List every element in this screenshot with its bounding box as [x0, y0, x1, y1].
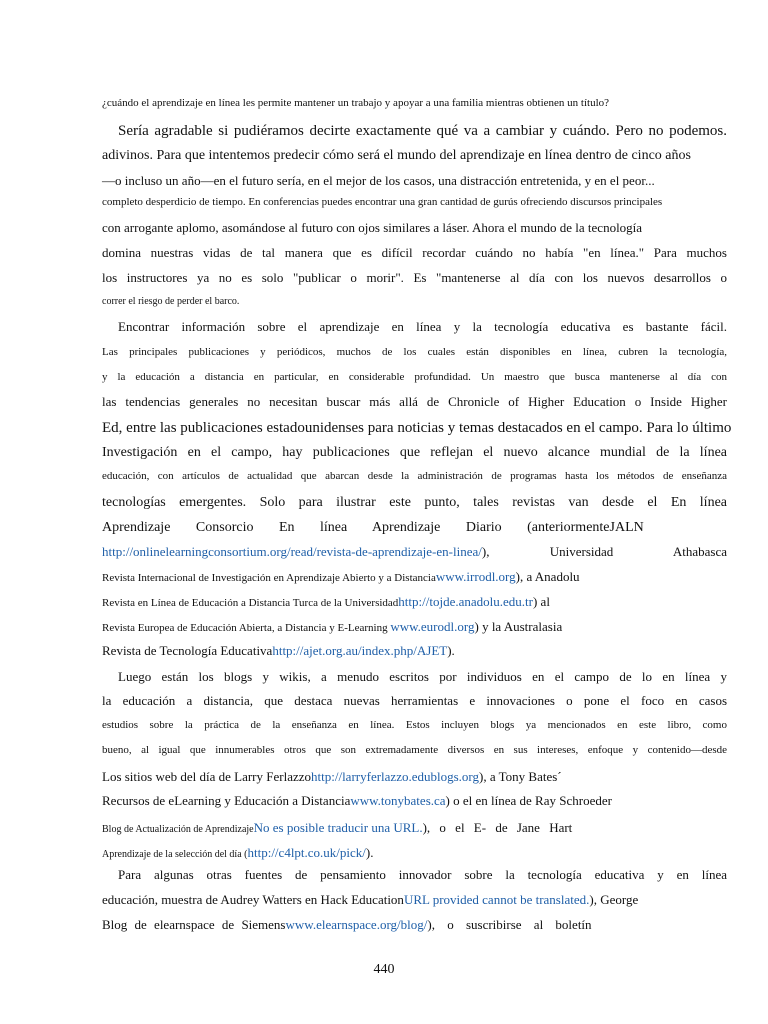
paragraph-start: Para algunas otras fuentes de pensamiento innovador sobre la tecnología educativa y en línea: [118, 867, 727, 882]
text-line: y la educación a distancia en particular, en considerable profundidad. Un maestro que busca mantenerse al día con: [102, 371, 727, 383]
text-line: Revista Europea de Educación Abierta, a Distancia y E-Learning www.eurodl.org) y la Australasia: [102, 619, 563, 634]
text-line: —o incluso un año—en el futuro sería, en el mejor de los casos, una distracción entretenida, y en el peor...: [102, 173, 655, 188]
page-number: 440: [373, 962, 395, 977]
link[interactable]: www.elearnspace.org/blog/: [285, 917, 428, 932]
link[interactable]: http://ajet.org.au/index.php/AJET: [272, 643, 448, 658]
link[interactable]: www.tonybates.ca: [350, 793, 446, 808]
text-line: Los sitios web del día de Larry Ferlazzohttp://larryferlazzo.edublogs.org), a Tony Bates´: [102, 769, 562, 784]
link[interactable]: http://c4lpt.co.uk/pick/: [247, 845, 366, 860]
link[interactable]: www.irrodl.org: [435, 569, 516, 584]
link[interactable]: No es posible traducir una URL.: [253, 820, 423, 835]
text-line: Revista en Línea de Educación a Distancia Turca de la Universidadhttp://tojde.anadolu.edu.tr) al: [102, 594, 550, 609]
text-line: Blog de Actualización de AprendizajeNo es posible traducir una URL.), o el E- de Jane Hart: [102, 820, 573, 835]
text-line: correr el riesgo de perder el barco.: [102, 296, 240, 307]
text-line: Recursos de eLearning y Educación a Distanciawww.tonybates.ca) o el en línea de Ray Schroeder: [102, 793, 612, 808]
link[interactable]: http://onlinelearningconsortium.org/read/revista-de-aprendizaje-en-linea/: [102, 544, 482, 559]
text-line: Investigación en el campo, hay publicaciones que reflejan el nuevo alcance mundial de la línea: [102, 445, 727, 460]
text-line: estudios sobre la práctica de la enseñanza en línea. Estos incluyen blogs ya mencionados en este libro, como: [102, 719, 727, 731]
text-line: la educación a distancia, que destaca nuevas herramientas e innovaciones o pone el foco en casos: [102, 693, 727, 708]
text-line: educación, muestra de Audrey Watters en Hack EducationURL provided cannot be translated.), George: [102, 892, 639, 907]
text-line: domina nuestras vidas de tal manera que es difícil recordar cuándo no había "en línea." Para muchos: [102, 245, 727, 260]
text-line: Aprendizaje Consorcio En línea Aprendizaje Diario (anteriormenteJALN: [102, 520, 644, 535]
text-line: Ed, entre las publicaciones estadounidenses para noticias y temas destacados en el campo. Para lo último: [102, 420, 732, 436]
text-line: educación, con artículos de actualidad que abarcan desde la administración de programas hasta los métodos de enseñanza: [102, 470, 727, 482]
paragraph-start: Sería agradable si pudiéramos decirte exactamente qué va a cambiar y cuándo. Pero no podemos.: [118, 123, 727, 139]
text-line: las tendencias generales no necesitan buscar más allá de Chronicle of Higher Education o Inside Higher: [102, 394, 727, 409]
text-line: ¿cuándo el aprendizaje en línea les permite mantener un trabajo y apoyar a una familia mientras obtienen un título?: [102, 97, 610, 109]
text-line: Blog de elearnspace de Siemenswww.elearnspace.org/blog/), o suscribirse al boletín: [102, 917, 592, 932]
link[interactable]: URL provided cannot be translated.: [403, 892, 590, 907]
link[interactable]: www.eurodl.org: [390, 619, 475, 634]
text-line: Las principales publicaciones y periódicos, muchos de los cuales están disponibles en línea, cubren la tecnología,: [102, 346, 727, 358]
text-line: los instructores ya no es solo "publicar o morir". Es "mantenerse al día con los nuevos desarrollos o: [102, 270, 727, 285]
text-line: bueno, al igual que innumerables otros que son extremadamente diversos en sus intereses, enfoque y contenido—desde: [102, 744, 727, 756]
text-line: http://onlinelearningconsortium.org/read/revista-de-aprendizaje-en-linea/), Universidad Athabasca: [102, 544, 727, 559]
text-line: tecnologías emergentes. Solo para ilustrar este punto, tales revistas van desde el En línea: [102, 495, 727, 510]
paragraph-start: Luego están los blogs y wikis, a menudo escritos por individuos en el campo de lo en línea y: [118, 669, 727, 684]
paragraph-start: Encontrar información sobre el aprendizaje en línea y la tecnología educativa es bastante fácil.: [118, 319, 727, 334]
text-line: completo desperdicio de tiempo. En conferencias puedes encontrar una gran cantidad de gurús ofreciendo discursos principales: [102, 196, 663, 208]
link[interactable]: http://tojde.anadolu.edu.tr: [398, 594, 533, 609]
text-line: con arrogante aplomo, asomándose al futuro con ojos similares a láser. Ahora el mundo de la tecnología: [102, 220, 643, 235]
text-line: Aprendizaje de la selección del día (http://c4lpt.co.uk/pick/).: [102, 845, 374, 860]
text-line: Revista de Tecnología Educativahttp://ajet.org.au/index.php/AJET).: [102, 643, 455, 658]
text-line: Revista Internacional de Investigación en Aprendizaje Abierto y a Distanciawww.irrodl.org), a Anadolu: [102, 569, 580, 584]
link[interactable]: http://larryferlazzo.edublogs.org: [311, 769, 479, 784]
text-line: adivinos. Para que intentemos predecir cómo será el mundo del aprendizaje en línea dentro de cinco años: [102, 148, 691, 163]
